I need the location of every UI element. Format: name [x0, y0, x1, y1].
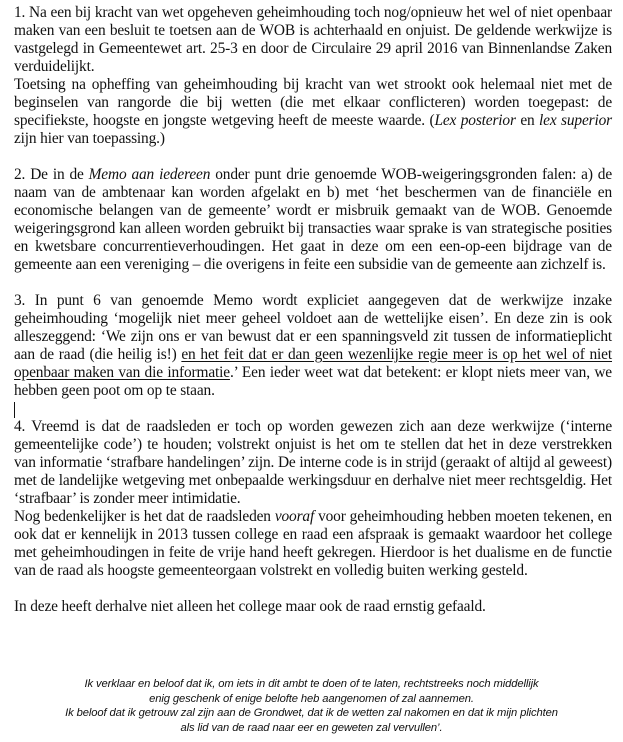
text-run: 2. De in de — [14, 166, 89, 183]
paragraph-3-text — [14, 292, 612, 400]
paragraph-4-text-b — [14, 508, 612, 580]
paragraph-3 — [14, 292, 612, 400]
italic-vooraf: vooraf — [274, 508, 315, 525]
document-body — [14, 4, 612, 634]
oath-line-3: Ik beloof dat ik getrouw zal zijn aan de Grondwet, dat ik de wetten zal nakomen en dat ik mijn plichten — [65, 707, 558, 719]
paragraph-4 — [14, 418, 612, 580]
paragraph-2 — [14, 166, 612, 274]
paragraph-5-text: In deze heeft derhalve niet alleen het college maar ook de raad ernstig gefaald. — [14, 598, 486, 615]
italic-lex-superior: lex superior — [539, 112, 612, 129]
italic-lex-posterior: Lex posterior — [434, 112, 516, 129]
oath-line-1: Ik verklaar en beloof dat ik, om iets in dit ambt te doen of te laten, rechtstreeks noch middellijk — [84, 678, 539, 690]
paragraph-4-text-a: 4. Vreemd is dat de raadsleden er toch op worden gewezen zich aan deze werkwijze (‘interne gemeentelijke code’) te houden; volstrekt onjuist is het om te stellen dat het in deze verstrekken van informatie ‘strafbare handelingen’ zijn. De interne code is in strijd (geraakt of altijd al geweest) met de landelijke wetgeving met onbepaalde werkingsduur en derhalve niet meer rechtsgeldig. Het ‘strafbaar’ is zonder meer intimidatie. — [14, 418, 612, 507]
text-run: Nog bedenkelijker is het dat de raadsleden — [14, 508, 275, 525]
text-cursor — [14, 402, 15, 418]
paragraph-1 — [14, 4, 612, 148]
italic-memo-title: Memo aan iedereen — [88, 166, 211, 183]
text-run: Toetsing na opheffing van geheimhouding bij kracht van wet strookt ook helemaal niet met de beginselen van rangorde die bij wetten (die met elkaar conflicteren) worden toegepast: de specifiekste, hoogste en jongste wetgeving heeft de meeste waarde. ( — [14, 76, 612, 129]
text-run: 3. In punt 6 van genoemde Memo wordt expliciet aangegeven dat de werkwijze inzake geheimhouding ‘mogelijk niet meer geheel voldoet aan de wettelijke eisen’. En deze zin is ook alleszeggend: ‘We zijn ons er van bewust dat er een spanningsveld zit tussen de informatieplicht aan de raad (die heilig is!) — [14, 292, 612, 363]
text-run: en — [515, 112, 540, 129]
oath-quote — [0, 677, 623, 735]
text-run: zijn hier van toepassing.) — [14, 130, 165, 147]
paragraph-1-text-a: 1. Na een bij kracht van wet opgeheven geheimhouding toch nog/opnieuw het wel of niet openbaar maken van een besluit te toetsen aan de WOB is achterhaald en onjuist. De geldende werkwijze is vastgelegd in Gemeentewet art. 25-3 en door de Circulaire 29 april 2016 van Binnenlandse Zaken verduidelijkt. — [14, 4, 612, 75]
oath-line-2: enig geschenk of enige belofte heb aangenomen of zal aannemen. — [149, 692, 474, 705]
text-run: .’ Een ieder weet wat dat betekent: er klopt niets meer van, we hebben geen poot om op te staan. — [14, 364, 612, 399]
paragraph-1-text-b — [14, 76, 612, 148]
text-run: voor geheimhouding hebben moeten tekenen, en ook dat er kennelijk in 2013 tussen college en raad een afspraak is gemaakt waardoor het college met geheimhoudingen in feite de vrije hand heeft gekregen. Hierdoor is het dualisme en de functie van de raad als hoogste gemeenteorgaan volstrekt en volledig buiten werking gesteld. — [14, 508, 612, 579]
paragraph-5 — [14, 598, 612, 616]
oath-line-4: als lid van de raad naar eer en geweten zal vervullen’. — [180, 721, 443, 734]
paragraph-2-text — [14, 166, 612, 274]
text-run: onder punt drie genoemde WOB-weigeringsgronden falen: a) de naam van de ambtenaar kan worden afgelakt en b) met ‘het beschermen van de financiële en economische belangen van de gemeente’ wordt er misbruik gemaakt van de WOB. Genoemde weigeringsgrond kan alleen worden gebruikt bij transacties waar sprake is van strategische posities en kwetsbare concurrentieverhoudingen. Het gaat in deze om een een-op-een bijdrage van de gemeente aan een vereniging – die overigens in feite een subsidie van de gemeente aan zichzelf is. — [14, 166, 612, 273]
empty-line-with-cursor[interactable] — [14, 400, 612, 418]
underlined-quote: en het feit dat er dan geen wezenlijke regie meer is op het wel of niet openbaar maken van die informatie — [14, 346, 612, 381]
